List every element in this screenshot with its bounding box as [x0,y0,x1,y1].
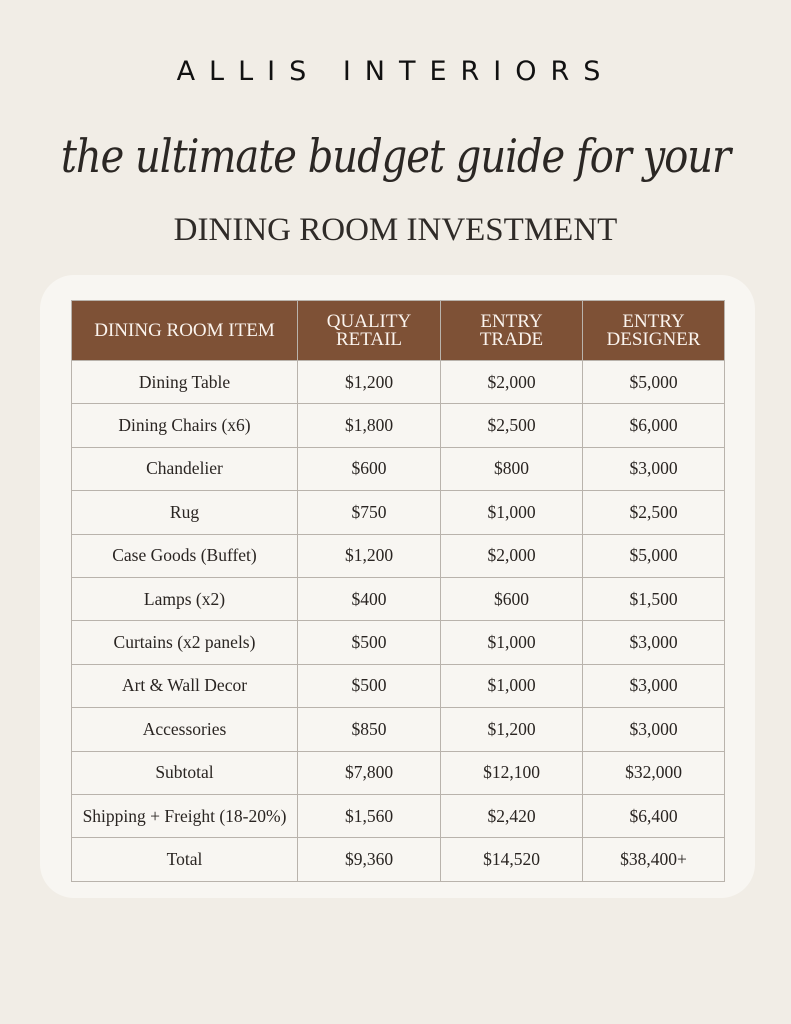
entry-designer-cell: $5,000 [583,361,725,404]
table-row [72,838,725,881]
quality-retail-cell: $1,200 [298,534,441,577]
item-cell: Accessories [72,708,298,751]
table-row [72,664,725,707]
entry-trade-cell: $2,000 [441,534,583,577]
entry-designer-cell: $3,000 [583,664,725,707]
entry-designer-cell: $32,000 [583,751,725,794]
entry-trade-cell: $1,000 [441,664,583,707]
entry-designer-cell: $6,400 [583,794,725,837]
entry-designer-cell: $3,000 [583,621,725,664]
quality-retail-cell: $1,560 [298,794,441,837]
entry-trade-cell: $2,500 [441,404,583,447]
table-row [72,577,725,620]
item-cell: Art & Wall Decor [72,664,298,707]
item-cell: Chandelier [72,447,298,490]
entry-designer-cell: $3,000 [583,447,725,490]
header-entry-designer: ENTRY DESIGNER [583,301,725,361]
header-entry-trade: ENTRY TRADE [441,301,583,361]
table-row [72,447,725,490]
item-cell: Dining Table [72,361,298,404]
quality-retail-cell: $850 [298,708,441,751]
entry-trade-cell: $2,420 [441,794,583,837]
entry-trade-cell: $600 [441,577,583,620]
table-row [72,404,725,447]
entry-designer-cell: $6,000 [583,404,725,447]
entry-trade-cell: $1,000 [441,491,583,534]
item-cell: Curtains (x2 panels) [72,621,298,664]
table-row [72,621,725,664]
quality-retail-cell: $750 [298,491,441,534]
item-cell: Lamps (x2) [72,577,298,620]
tagline: the ultimate budget guide for your [60,130,731,184]
table-row [72,794,725,837]
entry-designer-cell: $3,000 [583,708,725,751]
table-row [72,361,725,404]
brand-logo: ALLIS INTERIORS [176,56,615,87]
quality-retail-cell: $500 [298,621,441,664]
entry-trade-cell: $2,000 [441,361,583,404]
item-cell: Total [72,838,298,881]
quality-retail-cell: $7,800 [298,751,441,794]
quality-retail-cell: $600 [298,447,441,490]
entry-designer-cell: $5,000 [583,534,725,577]
table-row [72,751,725,794]
quality-retail-cell: $1,800 [298,404,441,447]
item-cell: Rug [72,491,298,534]
quality-retail-cell: $400 [298,577,441,620]
entry-trade-cell: $1,000 [441,621,583,664]
entry-trade-cell: $1,200 [441,708,583,751]
header-item: DINING ROOM ITEM [72,301,298,361]
item-cell: Case Goods (Buffet) [72,534,298,577]
entry-trade-cell: $14,520 [441,838,583,881]
quality-retail-cell: $500 [298,664,441,707]
budget-table [71,300,725,882]
table-row [72,491,725,534]
entry-trade-cell: $800 [441,447,583,490]
entry-designer-cell: $2,500 [583,491,725,534]
item-cell: Dining Chairs (x6) [72,404,298,447]
quality-retail-cell: $1,200 [298,361,441,404]
table-row [72,708,725,751]
item-cell: Subtotal [72,751,298,794]
quality-retail-cell: $9,360 [298,838,441,881]
entry-designer-cell: $1,500 [583,577,725,620]
page-title: DINING ROOM INVESTMENT [173,212,618,248]
header-quality-retail: QUALITY RETAIL [298,301,441,361]
entry-trade-cell: $12,100 [441,751,583,794]
entry-designer-cell: $38,400+ [583,838,725,881]
table-header-row [72,301,725,361]
item-cell: Shipping + Freight (18-20%) [72,794,298,837]
table-row [72,534,725,577]
